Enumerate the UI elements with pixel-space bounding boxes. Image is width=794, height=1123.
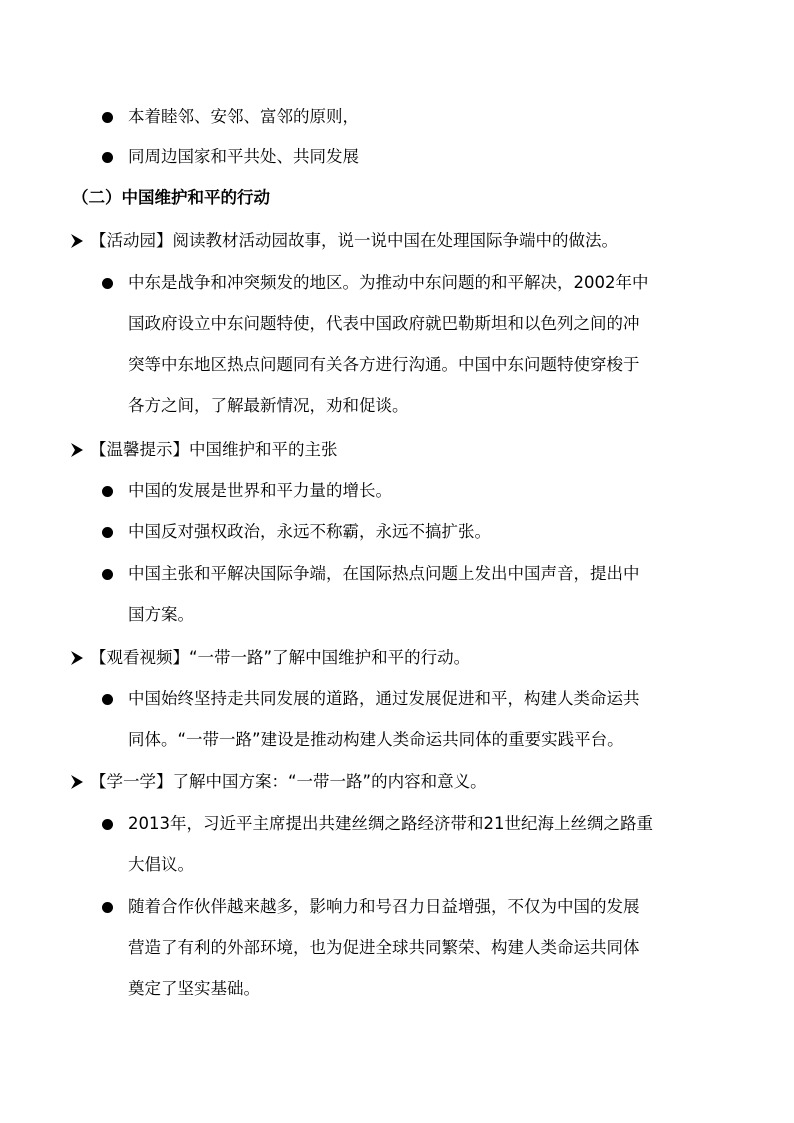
arrowhead-bullet-icon	[70, 442, 84, 458]
bullet-text: 奠定了坚实基础。	[128, 979, 260, 998]
bullet-text: 中国反对强权政治，永远不称霸，永远不搞扩张。	[128, 522, 491, 541]
section-text: 【温馨提示】中国维护和平的主张	[90, 440, 338, 459]
bullet-text: 中东是战争和冲突频发的地区。为推动中东问题的和平解决，2002年中	[128, 273, 649, 292]
bullet-text: 营造了有利的外部环境，也为促进全球共同繁荣、构建人类命运共同体	[128, 938, 640, 957]
section-text: 【活动园】阅读教材活动园故事，说一说中国在处理国际争端中的做法。	[90, 231, 618, 250]
bullet-text: 同体。“一带一路”建设是推动构建人类命运共同体的重要实践平台。	[128, 730, 624, 749]
bullet-dot-icon	[102, 569, 113, 580]
bullet-text: 国政府设立中东问题特使，代表中国政府就巴勒斯坦和以色列之间的冲	[128, 314, 640, 333]
bullet-dot-icon	[102, 694, 113, 705]
arrowhead-bullet-icon	[70, 774, 84, 790]
section-text: 【观看视频】“一带一路”了解中国维护和平的行动。	[90, 648, 471, 667]
bullet-text: 随着合作伙伴越来越多，影响力和号召力日益增强，不仅为中国的发展	[128, 897, 640, 916]
bullet-dot-icon	[102, 486, 113, 497]
bullet-text: 中国的发展是世界和平力量的增长。	[128, 481, 392, 500]
arrowhead-bullet-icon	[70, 233, 84, 249]
bullet-text: 突等中东地区热点问题同有关各方进行沟通。中国中东问题特使穿梭于	[128, 355, 640, 374]
bullet-dot-icon	[102, 527, 113, 538]
bullet-text: 2013年，习近平主席提出共建丝绸之路经济带和21世纪海上丝绸之路重	[128, 814, 653, 833]
bullet-text: 国方案。	[128, 605, 194, 624]
bullet-text: 各方之间，了解最新情况，劝和促谈。	[128, 396, 409, 415]
bullet-dot-icon	[102, 902, 113, 913]
bullet-dot-icon	[102, 278, 113, 289]
bullet-text: 大倡议。	[128, 855, 194, 874]
heading-text: （二）中国维护和平的行动	[72, 188, 270, 207]
bullet-text: 同周边国家和平共处、共同发展	[128, 147, 359, 166]
bullet-text: 中国始终坚持走共同发展的道路，通过发展促进和平，构建人类命运共	[128, 689, 640, 708]
bullet-dot-icon	[102, 112, 113, 123]
bullet-dot-icon	[102, 152, 113, 163]
bullet-text: 中国主张和平解决国际争端，在国际热点问题上发出中国声音，提出中	[128, 564, 640, 583]
arrowhead-bullet-icon	[70, 650, 84, 666]
bullet-text: 本着睦邻、安邻、富邻的原则，	[128, 107, 359, 126]
section-text: 【学一学】了解中国方案：“一带一路”的内容和意义。	[90, 772, 487, 791]
bullet-dot-icon	[102, 819, 113, 830]
